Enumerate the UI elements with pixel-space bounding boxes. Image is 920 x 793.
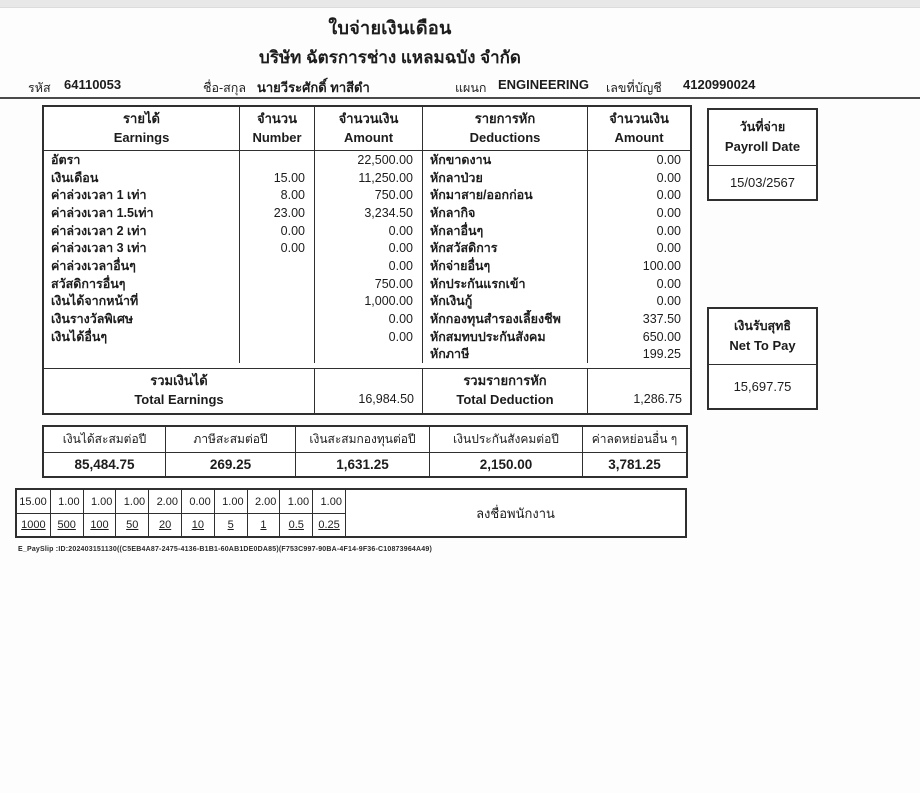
table-row: [44, 346, 690, 364]
total-earnings-label: รวมเงินได้ Total Earnings: [134, 373, 224, 407]
earning-number: [239, 293, 314, 311]
earning-number: [239, 346, 314, 364]
table-row: [44, 186, 690, 204]
deduction-amount: 0.00: [587, 239, 690, 257]
company-name: บริษัท ฉัตรการช่าง แหลมฉบัง จำกัด: [259, 48, 521, 67]
table-body: [44, 151, 690, 363]
earning-amount: 0.00: [314, 310, 422, 328]
table-row: [44, 293, 690, 311]
earning-label: ค่าล่วงเวลา 2 เท่า: [51, 223, 147, 238]
denomination-count: 2.00: [148, 490, 181, 514]
earning-amount: 750.00: [314, 275, 422, 293]
yearly-summary-table: [42, 425, 688, 478]
earning-number: 23.00: [239, 204, 314, 222]
number-column-header: จำนวน Number: [239, 107, 314, 150]
yearly-summary-column: [44, 427, 165, 476]
employee-name-label: ชื่อ-สกุล: [203, 81, 247, 95]
earning-amount: 0.00: [314, 222, 422, 240]
earnings-deductions-table: [42, 105, 692, 415]
denomination-value: 0.5: [279, 514, 312, 536]
table-row: [44, 151, 690, 169]
earning-number: 0.00: [239, 239, 314, 257]
table-row: [44, 257, 690, 275]
denomination-count: 1.00: [279, 490, 312, 514]
employee-signature-cell: ลงชื่อพนักงาน: [345, 490, 685, 536]
deduction-label: หักลาป่วย: [422, 169, 587, 187]
total-earnings-amount: 16,984.50: [314, 369, 422, 413]
earning-label: ค่าล่วงเวลาอื่นๆ: [51, 258, 136, 273]
top-strip: [0, 0, 920, 8]
earning-number: 0.00: [239, 222, 314, 240]
earning-amount: 750.00: [314, 186, 422, 204]
table-row: [44, 328, 690, 346]
department-value: ENGINEERING: [498, 77, 590, 92]
employee-info-row: [0, 76, 920, 94]
amount-column-header: จำนวนเงิน Amount: [314, 107, 422, 150]
earning-number: [239, 310, 314, 328]
deduction-amount-column-header: จำนวนเงิน Amount: [587, 107, 690, 150]
payroll-date-header: วันที่จ่าย Payroll Date: [709, 110, 816, 166]
deduction-amount: 337.50: [587, 310, 690, 328]
net-to-pay-box: [707, 307, 818, 410]
page-title: ใบจ่ายเงินเดือน: [328, 18, 452, 38]
earning-number: 15.00: [239, 169, 314, 187]
yearly-summary-column: [582, 427, 686, 476]
earning-number: [239, 328, 314, 346]
yearly-summary-value: 269.25: [209, 457, 252, 472]
table-row: [44, 239, 690, 257]
earning-label: เงินรางวัลพิเศษ: [51, 312, 134, 327]
total-deduction-amount: 1,286.75: [587, 369, 690, 413]
account-number-value: 4120990024: [683, 77, 756, 92]
total-deduction-label: รวมรายการหัก Total Deduction: [422, 369, 587, 413]
account-number-label: เลขที่บัญชี: [606, 81, 662, 95]
table-row: [44, 169, 690, 187]
deduction-label: หักกองทุนสำรองเลี้ยงชีพ: [422, 310, 587, 328]
denomination-count: 2.00: [247, 490, 280, 514]
denomination-value: 10: [181, 514, 214, 536]
deduction-amount: 0.00: [587, 222, 690, 240]
earnings-column-header: รายได้ Earnings: [113, 110, 170, 145]
deduction-label: หักประกันแรกเข้า: [422, 275, 587, 293]
earning-label: อัตรา: [51, 152, 81, 167]
denominations-table: [15, 488, 687, 538]
earning-amount: 0.00: [314, 257, 422, 275]
deduction-amount: 100.00: [587, 257, 690, 275]
earning-amount: 1,000.00: [314, 293, 422, 311]
deduction-amount: 0.00: [587, 169, 690, 187]
earning-amount: 11,250.00: [314, 169, 422, 187]
earning-amount: 3,234.50: [314, 204, 422, 222]
department-label: แผนก: [455, 81, 487, 95]
yearly-summary-column: [165, 427, 295, 476]
yearly-summary-label: ค่าลดหย่อนอื่น ๆ: [583, 427, 686, 453]
table-row: [44, 222, 690, 240]
yearly-summary-label: เงินประกันสังคมต่อปี: [430, 427, 582, 453]
payroll-date-box: [707, 108, 818, 201]
earning-label: ค่าล่วงเวลา 1 เท่า: [51, 188, 147, 203]
deduction-label: หักมาสาย/ออกก่อน: [422, 186, 587, 204]
yearly-summary-label: เงินได้สะสมต่อปี: [44, 427, 165, 453]
deduction-amount: 199.25: [587, 346, 690, 364]
earning-label: ค่าล่วงเวลา 1.5เท่า: [51, 205, 154, 220]
earning-number: [239, 257, 314, 275]
denomination-value: 1000: [21, 519, 46, 531]
deduction-label: หักสมทบประกันสังคม: [422, 328, 587, 346]
earning-amount: [314, 346, 422, 364]
yearly-summary-column: [295, 427, 429, 476]
employee-code-label: รหัส: [28, 81, 51, 95]
table-row: [44, 204, 690, 222]
denomination-count: 15.00: [17, 490, 50, 514]
denomination-value: 20: [148, 514, 181, 536]
denomination-value: 500: [50, 514, 83, 536]
net-to-pay-value: 15,697.75: [733, 379, 792, 394]
deduction-label: หักภาษี: [422, 346, 587, 364]
earning-number: [239, 275, 314, 293]
deduction-label: หักสวัสดิการ: [422, 239, 587, 257]
employee-code-value: 64110053: [64, 77, 122, 92]
header-divider: [0, 97, 920, 99]
totals-row: [44, 368, 690, 413]
table-header-row: [44, 107, 690, 151]
denomination-count: 1.00: [50, 490, 83, 514]
deduction-label: หักลากิจ: [422, 204, 587, 222]
denomination-count: 1.00: [83, 490, 116, 514]
net-to-pay-header: เงินรับสุทธิ Net To Pay: [709, 309, 816, 365]
table-row: [44, 310, 690, 328]
payslip-id-footer: E_PaySlip :ID:202403151130((C5EB4A87-2475-4136-B1B1-60AB1DE0DA85)(F753C997-90BA-4F14-9F36-C10873964A49): [18, 546, 432, 553]
deduction-label: หักจ่ายอื่นๆ: [422, 257, 587, 275]
denomination-value: 50: [115, 514, 148, 536]
denomination-count: 1.00: [214, 490, 247, 514]
denomination-value: 5: [214, 514, 247, 536]
earning-number: [239, 151, 314, 169]
denomination-count: 0.00: [181, 490, 214, 514]
earning-label: [44, 346, 239, 364]
earning-label: สวัสดิการอื่นๆ: [51, 276, 126, 291]
yearly-summary-label: เงินสะสมกองทุนต่อปี: [296, 427, 429, 453]
deduction-amount: 650.00: [587, 328, 690, 346]
earning-amount: 22,500.00: [314, 151, 422, 169]
deduction-label: หักเงินกู้: [422, 293, 587, 311]
deduction-amount: 0.00: [587, 151, 690, 169]
earning-label: เงินได้อื่นๆ: [51, 329, 108, 344]
denomination-value: 100: [83, 514, 116, 536]
deduction-amount: 0.00: [587, 204, 690, 222]
yearly-summary-column: [429, 427, 582, 476]
deductions-column-header: รายการหัก Deductions: [422, 107, 587, 150]
yearly-summary-value: 1,631.25: [336, 457, 389, 472]
denomination-value: 1: [247, 514, 280, 536]
denomination-count: 1.00: [312, 490, 345, 514]
table-row: [44, 275, 690, 293]
employee-name-value: นายวีระศักดิ์ ทาสีดำ: [257, 80, 370, 95]
earning-label: เงินได้จากหน้าที่: [51, 294, 139, 309]
earning-label: เงินเดือน: [51, 170, 99, 185]
deduction-label: หักขาดงาน: [422, 151, 587, 169]
denomination-value: 0.25: [312, 514, 345, 536]
yearly-summary-value: 3,781.25: [608, 457, 661, 472]
earning-number: 8.00: [239, 186, 314, 204]
earning-amount: 0.00: [314, 239, 422, 257]
deduction-label: หักลาอื่นๆ: [422, 222, 587, 240]
deduction-amount: 0.00: [587, 293, 690, 311]
yearly-summary-value: 2,150.00: [479, 457, 533, 472]
deduction-amount: 0.00: [587, 186, 690, 204]
payroll-date-value: 15/03/2567: [729, 175, 796, 190]
deduction-amount: 0.00: [587, 275, 690, 293]
denomination-count: 1.00: [115, 490, 148, 514]
earning-label: ค่าล่วงเวลา 3 เท่า: [51, 241, 147, 256]
earning-amount: 0.00: [314, 328, 422, 346]
yearly-summary-label: ภาษีสะสมต่อปี: [166, 427, 295, 453]
yearly-summary-value: 85,484.75: [74, 457, 135, 472]
